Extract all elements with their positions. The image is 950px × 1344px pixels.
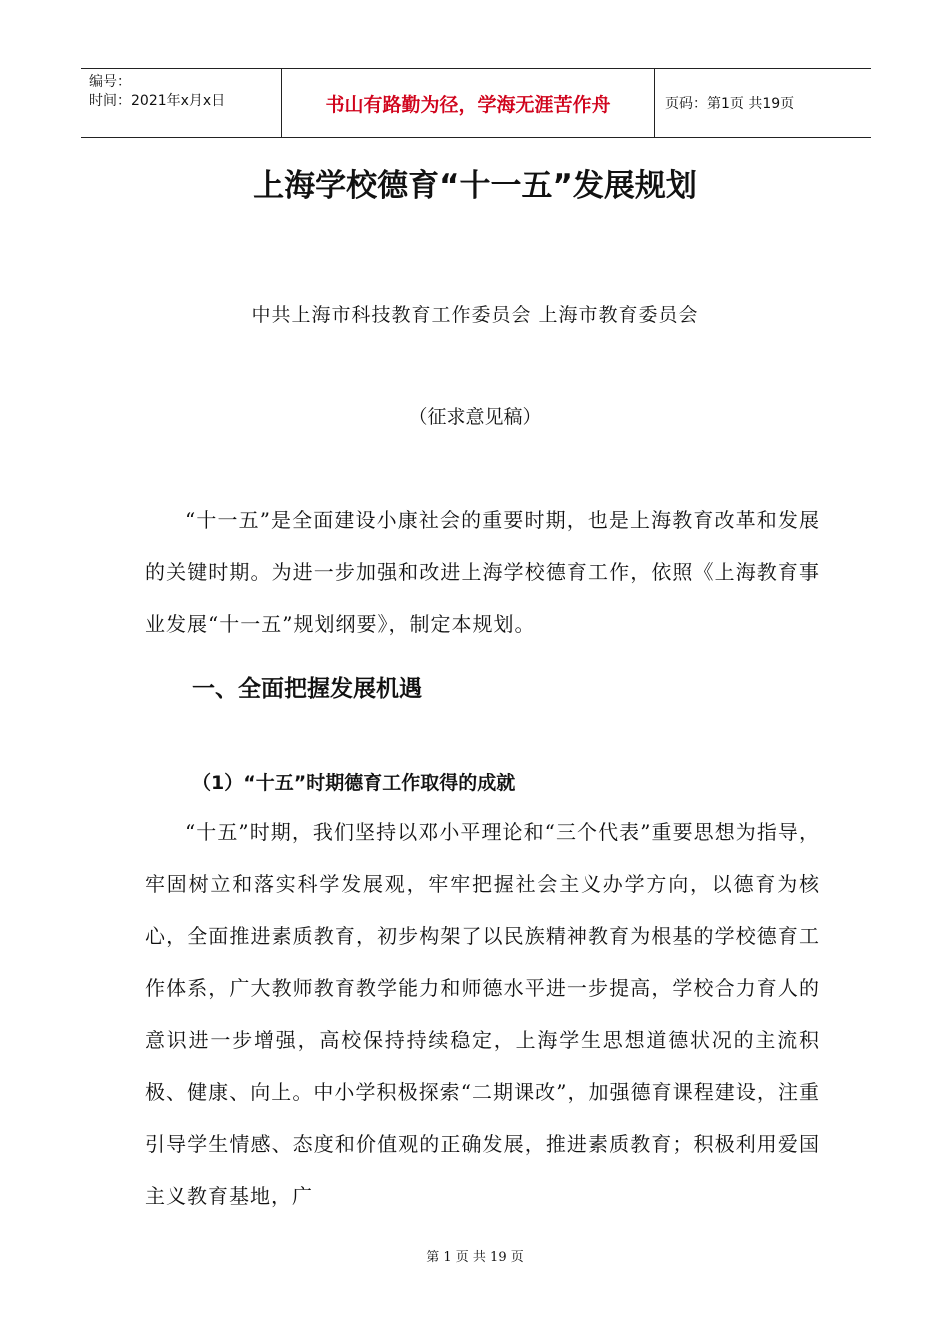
header-table — [81, 68, 871, 138]
body-paragraph: “十五”时期，我们坚持以邓小平理论和“三个代表”重要思想为指导，牢固树立和落实科学发展观，牢牢把握社会主义办学方向，以德育为核心，全面推进素质教育，初步构架了以民族精神教育为根基的学校德育工作体系，广大教师教育教学能力和师德水平进一步提高，学校合力育人的意识进一步增强，高校保持持续稳定，上海学生思想道德状况的主流积极、健康、向上。中小学积极探索“二期课改”，加强德育课程建设，注重引导学生情感、态度和价值观的正确发展，推进素质教育；积极利用爱国主义教育基地，广 — [145, 820, 820, 1208]
header-page-label: 页码：第1页 共19页 — [665, 96, 795, 112]
document-title: 上海学校德育“十一五”发展规划 — [253, 168, 697, 204]
page-footer: 第 1 页 共 19 页 — [426, 1250, 524, 1265]
draft-note: （征求意见稿） — [408, 406, 542, 428]
header-meta — [81, 69, 281, 137]
number-label: 编号： — [89, 74, 131, 90]
intro-paragraph: “十一五”是全面建设小康社会的重要时期，也是上海教育改革和发展的关键时期。为进一步加强和改进上海学校德育工作，依照《上海教育事业发展“十一五”规划纲要》，制定本规划。 — [145, 508, 820, 636]
header-motto: 书山有路勤为径，学海无涯苦作舟 — [281, 69, 655, 137]
time-label: 时间：2021年x月x日 — [89, 93, 226, 109]
subsection-heading: （1）“十五”时期德育工作取得的成就 — [192, 772, 516, 794]
section-heading: 一、全面把握发展机遇 — [192, 676, 422, 702]
document-issuer: 中共上海市科技教育工作委员会 上海市教育委员会 — [251, 304, 699, 326]
